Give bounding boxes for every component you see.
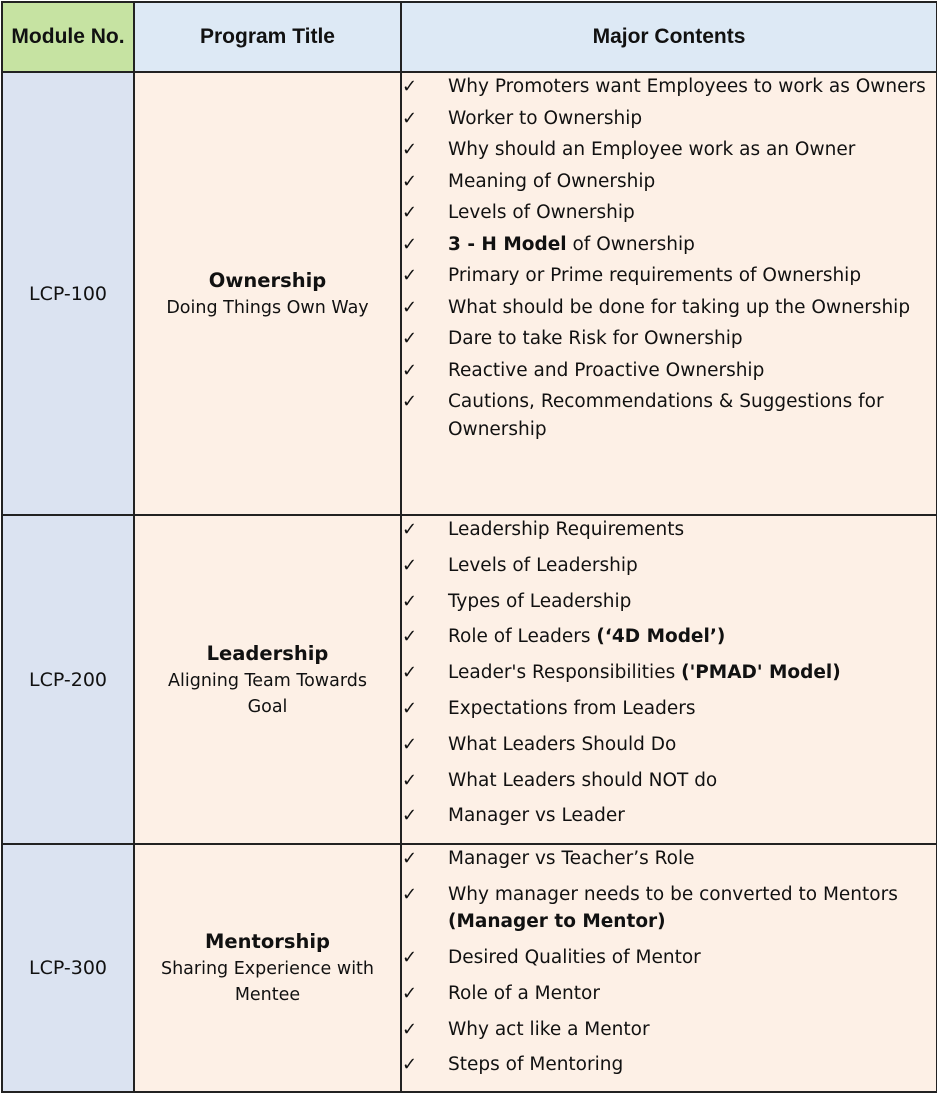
content-item-text: Desired Qualities of Mentor	[448, 947, 701, 969]
content-item-text: Reactive and Proactive Ownership	[448, 359, 765, 381]
content-item-text: What Leaders should NOT do	[448, 769, 718, 791]
content-item-text: Role of Leaders	[448, 626, 597, 648]
content-item	[402, 731, 936, 759]
content-item	[402, 357, 936, 385]
checkmark-icon: ✓	[402, 359, 418, 381]
checkmark-icon: ✓	[402, 733, 418, 755]
content-item-text: What Leaders Should Do	[448, 733, 677, 755]
content-item	[402, 845, 936, 873]
content-item-text: Types of Leadership	[448, 590, 632, 612]
major-contents-cell	[401, 72, 937, 515]
content-item-text: Levels of Ownership	[448, 202, 635, 223]
module-number: LCP-200	[2, 515, 134, 844]
content-item-text: Expectations from Leaders	[448, 697, 696, 719]
content-item	[402, 588, 936, 616]
checkmark-icon: ✓	[402, 170, 418, 192]
checkmark-icon: ✓	[402, 519, 418, 540]
checkmark-icon: ✓	[402, 554, 418, 576]
content-item-emphasis: (‘4D Model’)	[596, 626, 726, 648]
module-number: LCP-300	[2, 844, 134, 1092]
content-item	[402, 105, 936, 133]
checkmark-icon: ✓	[402, 328, 418, 349]
program-title-cell	[134, 72, 401, 515]
content-item	[402, 980, 936, 1008]
table-row	[2, 72, 937, 515]
major-contents-cell	[401, 844, 937, 1092]
table-row	[2, 844, 937, 1092]
contents-list	[402, 516, 936, 830]
content-item-text: of Ownership	[566, 233, 695, 255]
content-item-text: Manager vs Leader	[448, 805, 625, 827]
checkmark-icon: ✓	[402, 391, 418, 412]
checkmark-icon: ✓	[402, 697, 418, 719]
content-item	[402, 802, 936, 830]
major-contents-cell	[401, 515, 937, 844]
checkmark-icon: ✓	[402, 1018, 418, 1040]
content-item-emphasis: ('PMAD' Model)	[681, 662, 841, 684]
content-item	[402, 767, 936, 795]
program-title-cell	[134, 844, 401, 1092]
content-item	[402, 199, 936, 227]
program-subtitle: Aligning Team Towards Goal	[168, 670, 367, 717]
content-item-text: What should be done for taking up the Ownership	[448, 296, 911, 318]
content-item-text: Steps of Mentoring	[448, 1054, 624, 1076]
content-item-emphasis: (Manager to Mentor)	[448, 911, 666, 933]
content-item	[402, 388, 936, 443]
content-item	[402, 1051, 936, 1079]
content-item	[402, 659, 936, 687]
checkmark-icon: ✓	[402, 139, 418, 160]
content-item-text: Leadership Requirements	[448, 519, 685, 540]
content-item	[402, 325, 936, 353]
header-row	[2, 2, 937, 72]
program-name: Leadership	[206, 641, 329, 665]
content-item-text: Cautions, Recommendations & Suggestions for Ownership	[448, 391, 884, 440]
header-module-no: Module No.	[2, 2, 134, 72]
content-item-text: Meaning of Ownership	[448, 170, 656, 192]
content-item-text: Dare to take Risk for Ownership	[448, 328, 743, 349]
checkmark-icon: ✓	[402, 265, 418, 286]
program-table	[1, 1, 937, 1093]
table-row	[2, 515, 937, 844]
content-item	[402, 1016, 936, 1044]
content-item-emphasis: 3 - H Model	[448, 233, 567, 255]
header-program-title: Program Title	[134, 2, 401, 72]
checkmark-icon: ✓	[402, 202, 418, 223]
checkmark-icon: ✓	[402, 296, 418, 318]
contents-list	[402, 845, 936, 1079]
content-item	[402, 231, 936, 259]
content-item	[402, 294, 936, 322]
checkmark-icon: ✓	[402, 769, 418, 791]
content-item-text: Leader's Responsibilities	[448, 662, 682, 684]
contents-list	[402, 73, 936, 443]
checkmark-icon: ✓	[402, 76, 418, 97]
content-item-text: Primary or Prime requirements of Ownership	[448, 265, 862, 286]
program-name: Ownership	[208, 268, 327, 292]
checkmark-icon: ✓	[402, 107, 418, 129]
checkmark-icon: ✓	[402, 590, 418, 612]
content-item	[402, 552, 936, 580]
checkmark-icon: ✓	[402, 848, 418, 869]
content-item-text: Role of a Mentor	[448, 982, 600, 1004]
content-item	[402, 73, 936, 101]
content-item	[402, 516, 936, 544]
content-item-text: Why act like a Mentor	[448, 1018, 650, 1040]
checkmark-icon: ✓	[402, 233, 418, 255]
checkmark-icon: ✓	[402, 982, 418, 1004]
checkmark-icon: ✓	[402, 947, 418, 969]
program-subtitle: Sharing Experience with Mentee	[160, 959, 375, 1005]
checkmark-icon: ✓	[402, 626, 418, 648]
checkmark-icon: ✓	[402, 662, 418, 684]
content-item	[402, 623, 936, 651]
content-item-text: Worker to Ownership	[448, 107, 643, 129]
program-name: Mentorship	[205, 930, 330, 953]
program-subtitle: Doing Things Own Way	[166, 297, 369, 318]
checkmark-icon: ✓	[402, 883, 418, 905]
content-item-text: Why manager needs to be converted to Mentors	[448, 883, 898, 905]
content-item	[402, 881, 936, 936]
content-item-text: Levels of Leadership	[448, 554, 638, 576]
checkmark-icon: ✓	[402, 1054, 418, 1076]
content-item	[402, 168, 936, 196]
content-item-text: Manager vs Teacher’s Role	[448, 848, 695, 869]
content-item	[402, 944, 936, 972]
header-major-contents: Major Contents	[401, 2, 937, 72]
module-number: LCP-100	[2, 72, 134, 515]
checkmark-icon: ✓	[402, 805, 418, 827]
content-item-text: Why Promoters want Employees to work as Owners	[448, 76, 926, 97]
program-title-cell	[134, 515, 401, 844]
content-item	[402, 136, 936, 164]
content-item-text: Why should an Employee work as an Owner	[448, 139, 856, 160]
content-item	[402, 695, 936, 723]
content-item	[402, 262, 936, 290]
